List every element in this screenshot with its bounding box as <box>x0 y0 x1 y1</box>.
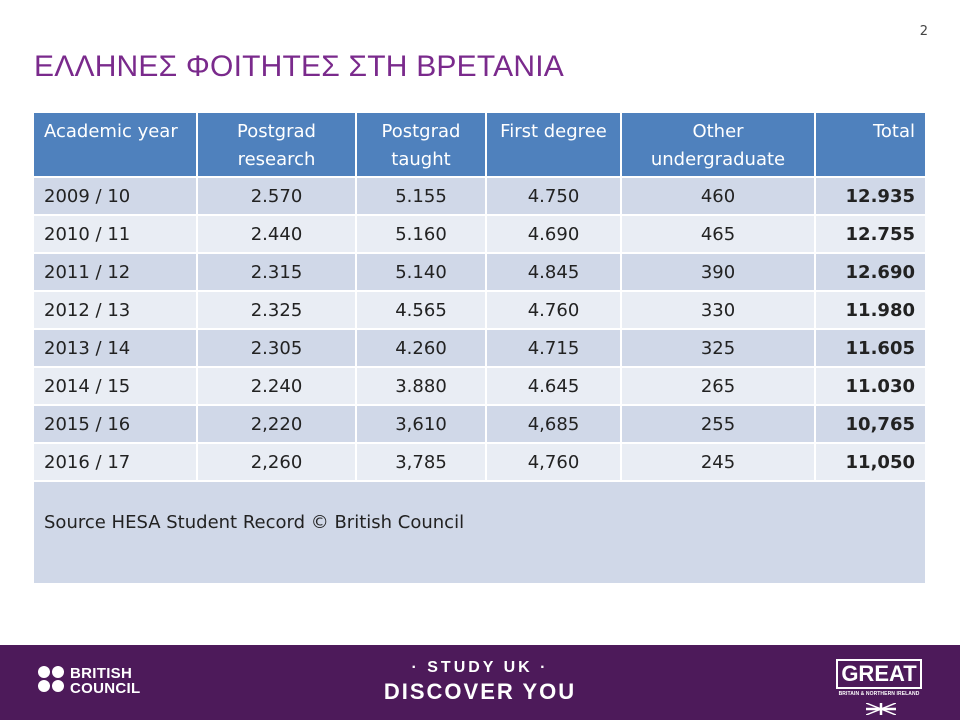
cell-postgrad-research: 2,220 <box>197 405 356 443</box>
source-note: Source HESA Student Record © British Council <box>34 481 925 583</box>
table-row <box>34 405 925 443</box>
header-postgrad-research: Postgrad research <box>197 113 356 177</box>
bc-line-2: COUNCIL <box>70 680 141 697</box>
cell-first-degree: 4.715 <box>486 329 621 367</box>
cell-other-undergraduate: 460 <box>621 177 815 215</box>
great-subtitle: BRITAIN & NORTHERN IRELAND <box>838 691 920 697</box>
cell-total: 11,050 <box>815 443 925 481</box>
cell-total: 10,765 <box>815 405 925 443</box>
students-table <box>34 113 925 583</box>
table-row <box>34 177 925 215</box>
cell-first-degree: 4.645 <box>486 367 621 405</box>
british-council-wordmark <box>70 666 140 696</box>
table-row <box>34 291 925 329</box>
cell-postgrad-taught: 4.565 <box>356 291 486 329</box>
cell-other-undergraduate: 255 <box>621 405 815 443</box>
cell-postgrad-taught: 5.160 <box>356 215 486 253</box>
header-first-degree: First degree <box>486 113 621 177</box>
cell-other-undergraduate: 465 <box>621 215 815 253</box>
cell-postgrad-research: 2.305 <box>197 329 356 367</box>
table-row <box>34 443 925 481</box>
cell-total: 12.755 <box>815 215 925 253</box>
table-row <box>34 215 925 253</box>
cell-postgrad-taught: 5.140 <box>356 253 486 291</box>
header-total: Total <box>815 113 925 177</box>
cell-first-degree: 4.845 <box>486 253 621 291</box>
cell-academic-year: 2012 / 13 <box>34 291 197 329</box>
cell-other-undergraduate: 265 <box>621 367 815 405</box>
cell-total: 11.980 <box>815 291 925 329</box>
source-row <box>34 481 925 583</box>
cell-academic-year: 2009 / 10 <box>34 177 197 215</box>
header-academic-year: Academic year <box>34 113 197 177</box>
table-header-row <box>34 113 925 177</box>
cell-postgrad-research: 2.240 <box>197 367 356 405</box>
table-row <box>34 329 925 367</box>
cell-postgrad-research: 2,260 <box>197 443 356 481</box>
cell-postgrad-research: 2.440 <box>197 215 356 253</box>
cell-postgrad-taught: 4.260 <box>356 329 486 367</box>
cell-total: 11.030 <box>815 367 925 405</box>
cell-postgrad-research: 2.325 <box>197 291 356 329</box>
table-row <box>34 253 925 291</box>
cell-first-degree: 4,760 <box>486 443 621 481</box>
cell-postgrad-research: 2.570 <box>197 177 356 215</box>
table-row <box>34 367 925 405</box>
cell-total: 12.690 <box>815 253 925 291</box>
cell-postgrad-taught: 3.880 <box>356 367 486 405</box>
cell-postgrad-research: 2.315 <box>197 253 356 291</box>
cell-first-degree: 4.750 <box>486 177 621 215</box>
header-postgrad-taught: Postgrad taught <box>356 113 486 177</box>
cell-academic-year: 2015 / 16 <box>34 405 197 443</box>
cell-other-undergraduate: 325 <box>621 329 815 367</box>
bc-line-1: BRITISH <box>70 665 133 682</box>
page-number: 2 <box>919 24 928 39</box>
cell-academic-year: 2010 / 11 <box>34 215 197 253</box>
slide-title: ΕΛΛΗΝΕΣ ΦΟΙΤΗΤΕΣ ΣΤΗ ΒΡΕΤΑΝΙΑ <box>34 50 564 83</box>
cell-other-undergraduate: 390 <box>621 253 815 291</box>
cell-total: 11.605 <box>815 329 925 367</box>
cell-postgrad-taught: 3,785 <box>356 443 486 481</box>
study-uk-tagline: · STUDY UK · <box>411 659 549 676</box>
cell-other-undergraduate: 330 <box>621 291 815 329</box>
union-flag-icon <box>866 703 896 715</box>
discover-you-tagline: DISCOVER YOU <box>383 679 577 704</box>
cell-academic-year: 2016 / 17 <box>34 443 197 481</box>
great-logo: GREAT <box>836 659 922 689</box>
cell-postgrad-taught: 5.155 <box>356 177 486 215</box>
cell-first-degree: 4.690 <box>486 215 621 253</box>
cell-academic-year: 2013 / 14 <box>34 329 197 367</box>
header-other-undergraduate: Other undergraduate <box>621 113 815 177</box>
footer-bar <box>0 645 960 720</box>
cell-first-degree: 4,685 <box>486 405 621 443</box>
cell-other-undergraduate: 245 <box>621 443 815 481</box>
british-council-logo-icon <box>37 665 65 693</box>
cell-first-degree: 4.760 <box>486 291 621 329</box>
cell-total: 12.935 <box>815 177 925 215</box>
cell-postgrad-taught: 3,610 <box>356 405 486 443</box>
cell-academic-year: 2011 / 12 <box>34 253 197 291</box>
cell-academic-year: 2014 / 15 <box>34 367 197 405</box>
